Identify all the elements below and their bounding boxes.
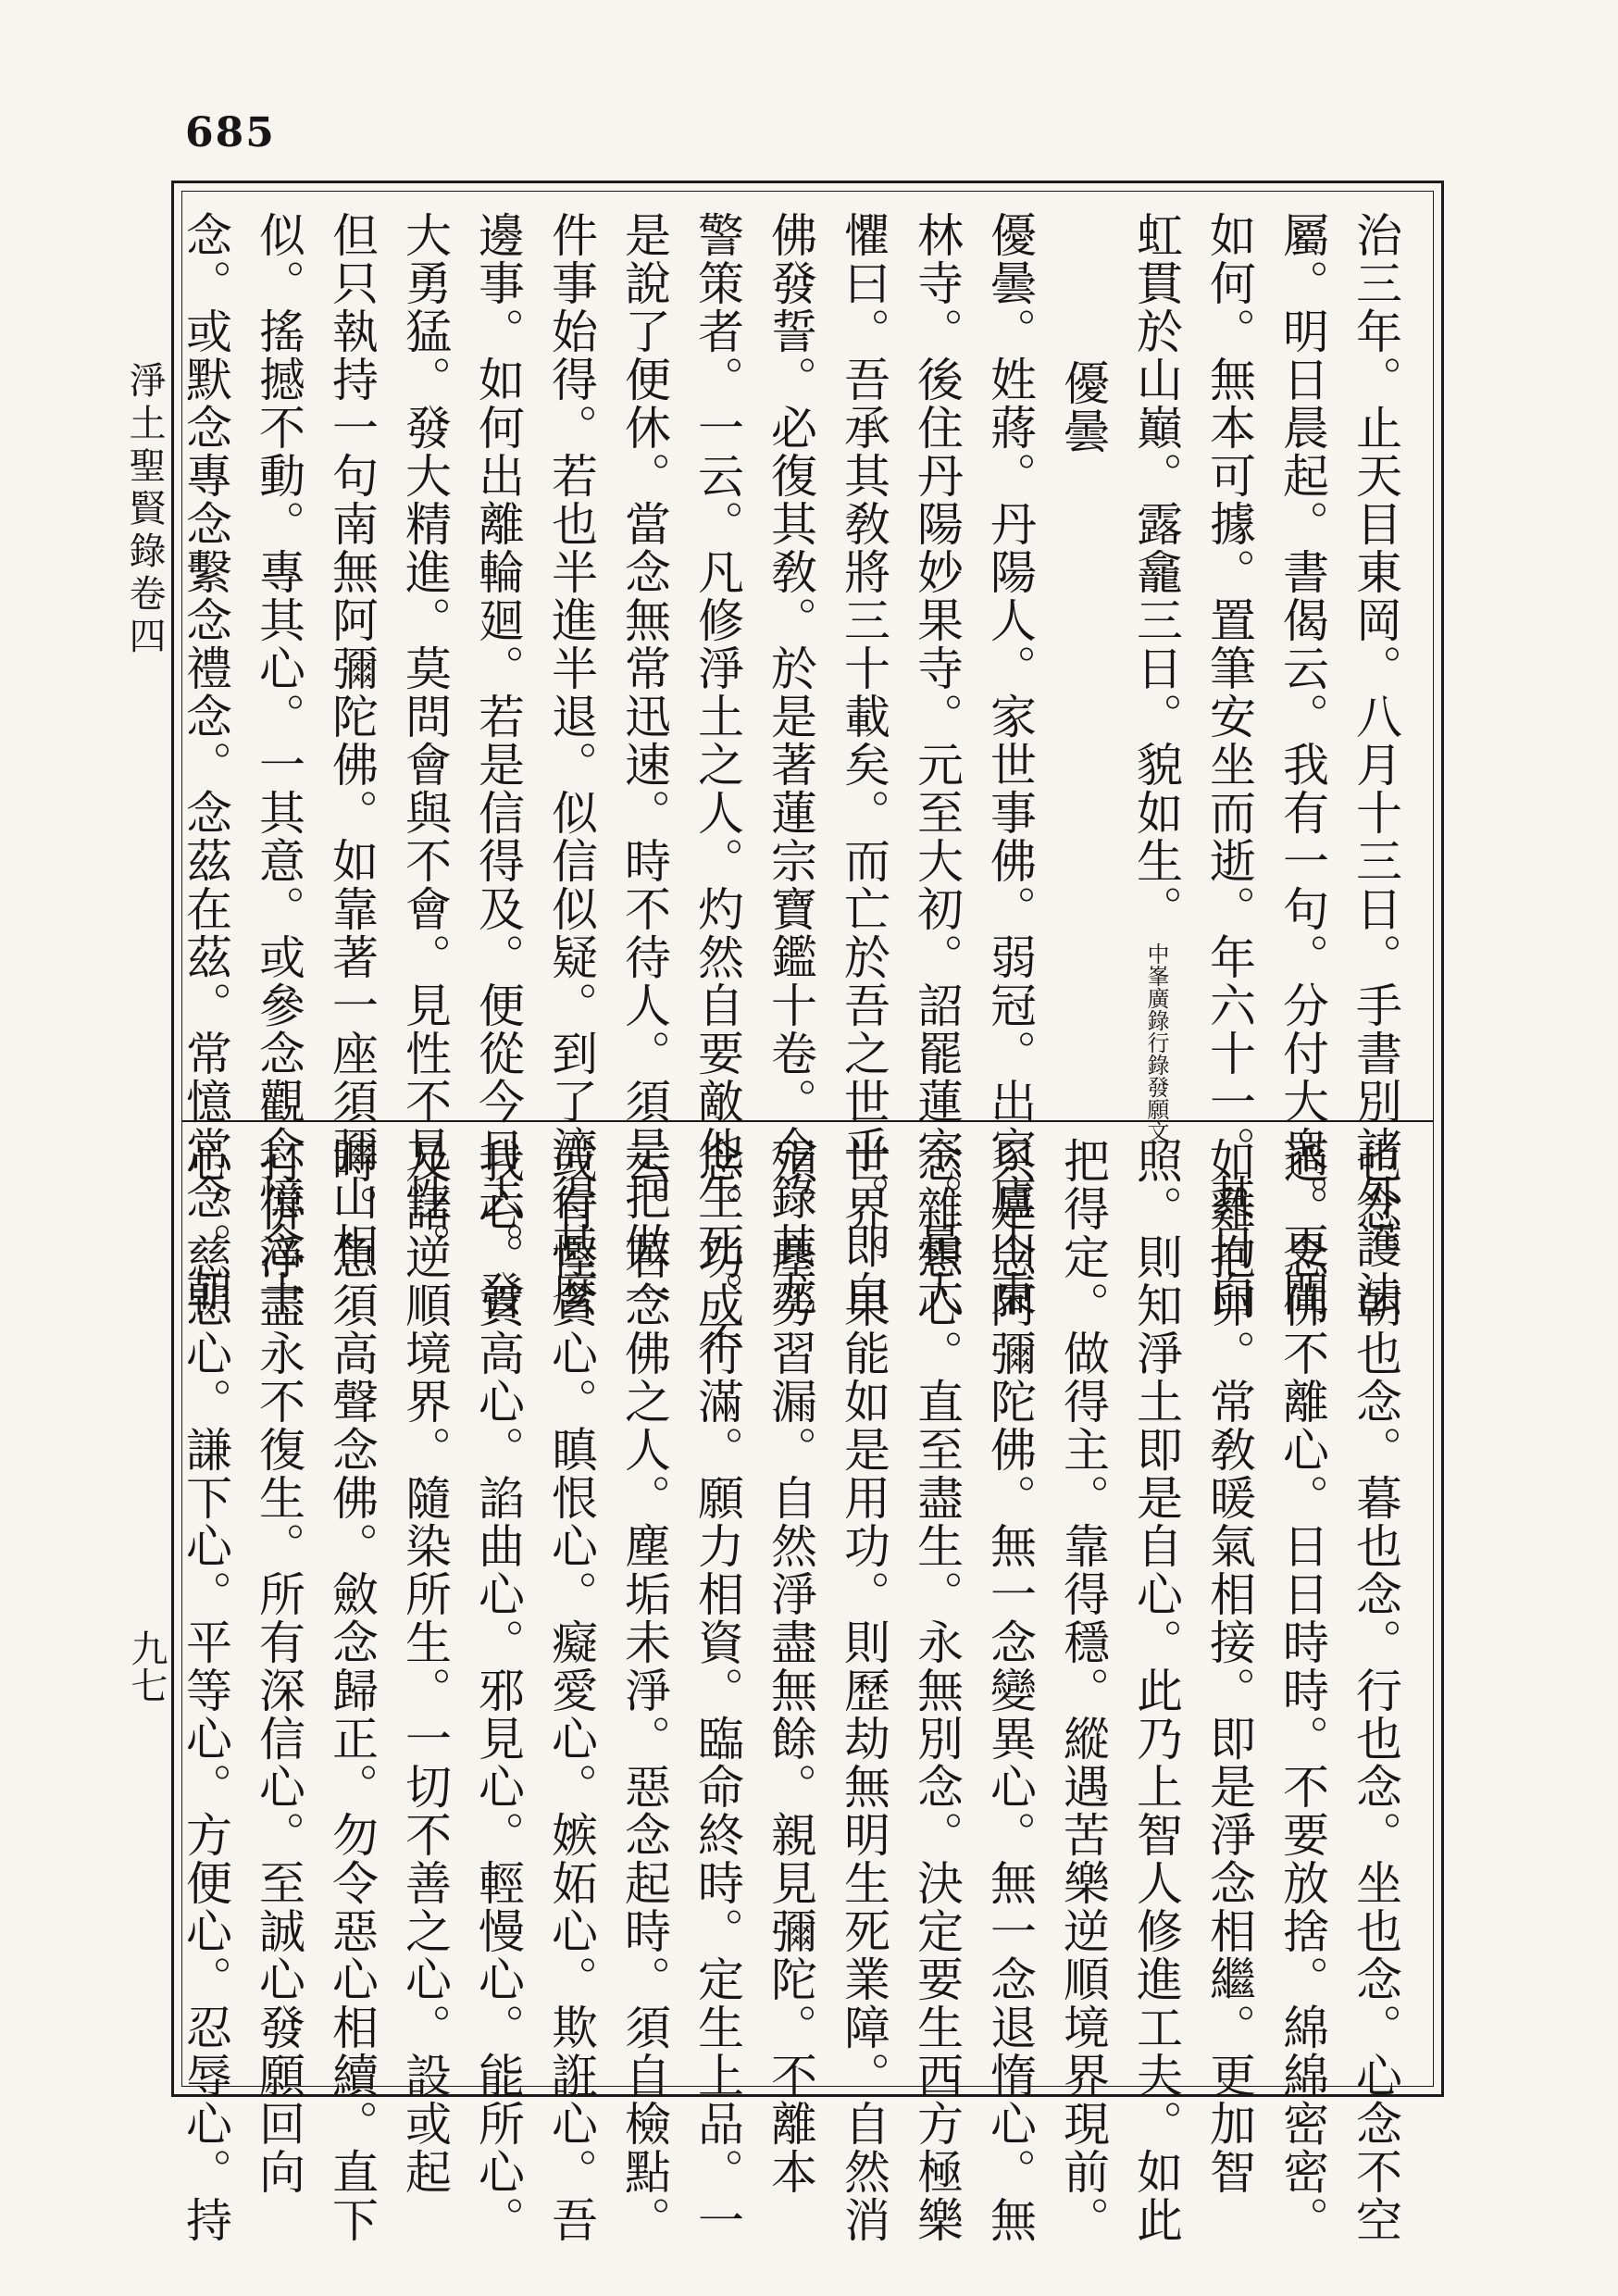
column-text: 是說了便休。當念無常迅速。時不待人。須是把做一	[617, 211, 671, 1318]
column-text: 優曇。姓蔣。丹陽人。家世事佛。弱冠。出家廬山東	[983, 211, 1037, 1318]
column-text: 世界。果能如是用功。則歷劫無明生死業障。自然消	[837, 1137, 890, 2244]
column-text: 打併淨盡永不復生。所有深信心。至誠心發願回向	[252, 1137, 305, 2196]
column-text: 優曇	[1056, 359, 1110, 455]
column-text: 念。功成行滿。願力相資。臨命終時。定生上品。一	[691, 1137, 744, 2244]
text-column	[753, 211, 827, 1318]
text-column	[607, 1137, 680, 2244]
column-text: 懼曰。吾承其敎將三十載矣。而亡於吾之世乎。即白	[837, 211, 890, 1318]
text-column	[827, 1137, 900, 2244]
column-text: 我心。貢高心。諂曲心。邪見心。輕慢心。能所心。	[471, 1137, 525, 2244]
column-text: 過。念佛不離心。日日時時。不要放捨。綿綿密密。	[1276, 1137, 1329, 2244]
text-column	[242, 211, 315, 1318]
column-text: 件事始得。若也半進半退。似信似疑。到了濟得甚麼	[544, 211, 598, 1318]
text-column	[1338, 1137, 1412, 2244]
text-column	[315, 1137, 388, 2244]
column-text: 大勇猛。發大精進。莫問會與不會。見性不見性。	[398, 211, 452, 1270]
column-text: 殞。塵勞習漏。自然淨盡無餘。親見彌陀。不離本	[764, 1137, 817, 2196]
text-column	[242, 1137, 315, 2196]
column-text: 林寺。後住丹陽妙果寺。元至大初。詔罷蓮宗。曇大	[910, 211, 964, 1318]
column-text: 虹貫於山巔。露龕三日。貌如生。	[1129, 211, 1183, 933]
text-column	[1119, 1137, 1192, 2244]
column-text: 時。急須高聲念佛。斂念歸正。勿令惡心相續。直下	[325, 1137, 379, 2244]
text-column	[1192, 211, 1265, 1318]
column-text: 警策者。一云。凡修淨土之人。灼然自要敵他生死。不	[691, 211, 744, 1366]
text-column	[753, 1137, 827, 2196]
text-column	[534, 211, 607, 1318]
text-frame	[171, 181, 1444, 2244]
column-text: 似。搖撼不動。專其心。一其意。或參念觀念憶念十	[252, 211, 305, 1318]
section-heading	[1046, 211, 1119, 1109]
text-column	[1046, 1137, 1119, 2244]
column-text: 佛發誓。必復其敎。於是著蓮宗寶鑑十卷。今錄其尤	[764, 211, 817, 1318]
text-column	[534, 1137, 607, 2244]
text-column	[388, 1137, 461, 2196]
column-text: 邊事。如何出離輪廻。若是信得及。便從今日去。發	[471, 211, 525, 1318]
text-column	[461, 1137, 534, 2244]
text-column	[1119, 211, 1192, 1142]
folio-number: 九七	[125, 1629, 168, 1703]
column-text: 云。若念佛之人。塵垢未淨。惡念起時。須自檢點。	[617, 1137, 671, 2244]
column-text: 念。或默念專念繫念禮念。念茲在茲。常憶常念。朝	[179, 211, 232, 1318]
column-text: 念雜想心。直至盡生。永無別念。決定要生西方極樂	[910, 1137, 964, 2244]
lower-register	[179, 1137, 1412, 2244]
text-column	[168, 211, 242, 1318]
text-column	[1265, 1137, 1338, 2244]
text-column	[1338, 211, 1412, 1318]
text-column	[900, 211, 973, 1318]
text-column	[388, 211, 461, 1270]
text-column	[900, 1137, 973, 2244]
text-column	[973, 1137, 1046, 2244]
text-column	[315, 211, 388, 1270]
column-text: 把得定。做得主。靠得穩。縱遇苦樂逆順境界現前。	[1056, 1137, 1110, 2244]
text-column	[461, 211, 534, 1318]
column-text: 照。則知淨土即是自心。此乃上智人修進工夫。如此	[1129, 1137, 1183, 2244]
text-column	[1192, 1137, 1265, 2196]
text-column	[168, 1137, 242, 2244]
column-text: 如雞抱卵。常敎暖氣相接。即是淨念相繼。更加智	[1202, 1137, 1256, 2196]
column-text: 或有慳貪心。瞋恨心。癡愛心。嫉妬心。欺誑心。吾	[544, 1137, 598, 2244]
text-column	[680, 1137, 753, 2244]
text-column	[680, 211, 753, 1366]
column-text: 屬。明日晨起。書偈云。我有一句。分付大衆。更問	[1276, 211, 1329, 1318]
column-text: 治三年。止天目東岡。八月十三日。手書別諸外護法	[1349, 211, 1402, 1318]
column-text: 只是念阿彌陀佛。無一念變異心。無一念退惰心。無	[983, 1137, 1037, 2244]
column-text: 但只執持一句南無阿彌陀佛。如靠著一座須彌山相	[325, 211, 379, 1270]
column-text: 也念。朝也念。暮也念。行也念。坐也念。心念不空	[1349, 1137, 1402, 2244]
text-column	[827, 211, 900, 1318]
page-number: 685	[185, 109, 276, 156]
text-column	[607, 211, 680, 1318]
source-note: 中峯廣錄行錄發願文	[1143, 942, 1169, 1142]
upper-register	[179, 211, 1412, 1366]
book-title: 淨土聖賢錄卷四	[123, 361, 166, 659]
column-text: 心。慈悲心。謙下心。平等心。方便心。忍辱心。持	[179, 1137, 232, 2244]
text-column	[1265, 211, 1338, 1318]
column-text: 如何。無本可據。置筆安坐而逝。年六十一。其日白	[1202, 211, 1256, 1318]
text-column	[973, 211, 1046, 1318]
column-text: 及諸逆順境界。隨染所生。一切不善之心。設或起	[398, 1137, 452, 2196]
